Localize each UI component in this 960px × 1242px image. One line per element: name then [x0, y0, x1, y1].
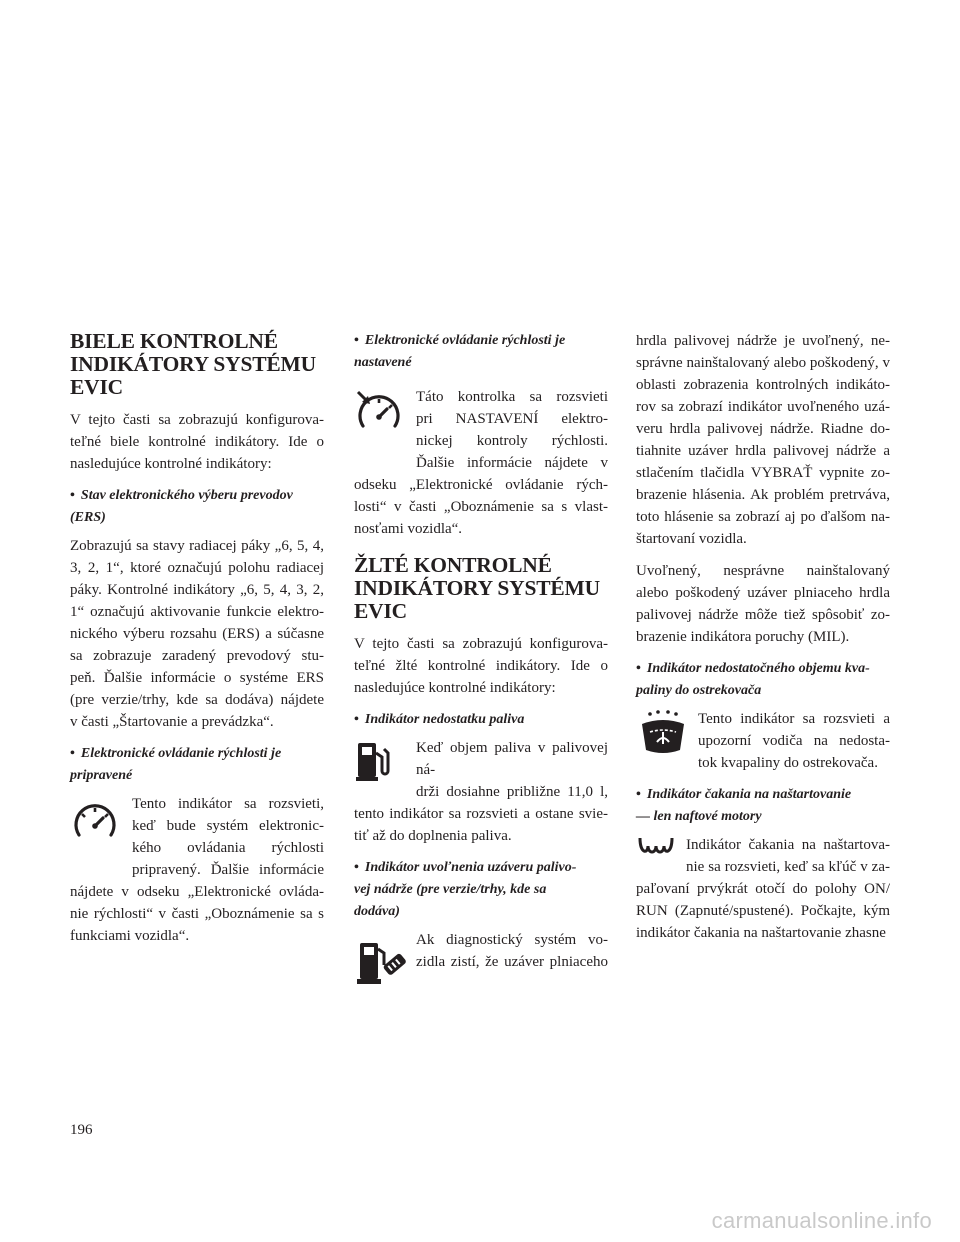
fuel-cap-icon [354, 935, 416, 989]
washer-fluid-paragraph: Tento indikátor sa rozsvieti a upozorní vodiča na nedosta- tok kvapaliny do ostrekovača. [636, 708, 890, 774]
column-2 [354, 330, 608, 983]
speedometer-set-icon [354, 388, 416, 442]
cruise-set-paragraph: Táto kontrolka sa rozsvieti pri NASTAVENÍ elektro- nickej kontroly rýchlosti. Ďalšie informácie nájdete v odseku „Elektronické ovládanie rých- losti“ v časti „Oboznámenie sa s vlast- nosťami vozidla“. [354, 389, 608, 537]
fuel-pump-icon [354, 739, 416, 793]
loose-fuel-cap-paragraph: Ak diagnostický systém vo- zidla zistí, že uzáver plniaceho [354, 929, 608, 973]
bullet-cruise-set: • Elektronické ovládanie rýchlosti je nastavené [354, 333, 566, 370]
low-fuel-paragraph: Keď objem paliva v palivovej ná- drži dosiahne približne 11,0 l, tento indikátor sa rozsvieti a ostane svie- tiť až do doplnenia paliva. [354, 740, 608, 844]
bullet-washer-fluid: • Indikátor nedostatočného objemu kva- paliny do ostrekovača [636, 661, 870, 698]
glow-plug-icon [636, 836, 698, 866]
bullet-ers: • Stav elektronického výberu prevodov (ERS) [70, 488, 293, 525]
washer-fluid-icon [636, 710, 698, 764]
bullet-cruise-ready: • Elektronické ovládanie rýchlosti je pripravené [70, 746, 282, 783]
page-number: 196 [70, 1122, 93, 1138]
intro-paragraph: V tejto časti sa zobrazujú konfigurova- teľné biele kontrolné indikátory. Ide o nasledujúce kontrolné indikátory: [70, 412, 324, 472]
fuel-cap-continued-paragraph: hrdla palivovej nádrže je uvoľnený, ne- správne nainštalovaný alebo poškodený, v oblasti zobrazenia kontrolných indikáto- rov sa zobrazí indikátor uvoľneného uzá- veru hrdla palivovej nádrže. Riadne do- tiahnite uzáver hrdla palivovej nádrže a stlačením tlačidla VYBRAŤ vypnite zo- brazenie hlásenia. Ak problém pretrváva, toto hlásenie sa zobrazí aj po ďalšom na- štartovaní vozidla. [636, 333, 890, 547]
bullet-loose-fuel-cap: • Indikátor uvoľnenia uzáveru palivo- vej nádrže (pre verzie/trhy, kde sa dodáva) [354, 860, 577, 919]
ers-paragraph: Zobrazujú sa stavy radiacej páky „6, 5, 4, 3, 2, 1“, ktoré označujú polohu radiacej páky. Kontrolné indikátory „6, 5, 4, 3, 2, 1“ označujú aktivovanie funkcie elektro- nického výberu rozsahu (ERS) a súčasne sa zobrazuje zaradený prevodový stu- peň. Ďalšie informácie o systéme ERS (pre verzie/trhy, kde sa dodáva) nájdete v časti „Štartovanie a prevádzka“. [70, 538, 324, 730]
section-heading-white-indicators: BIELE KONTROLNÉ INDIKÁTORY SYSTÉMU EVIC [70, 329, 316, 399]
mil-paragraph: Uvoľnený, nesprávne nainštalovaný alebo poškodený uzáver plniaceho hrdla palivovej nádrže môže tiež spôsobiť zo- brazenie indikátora poruchy (MIL). [636, 563, 890, 645]
intro-paragraph: V tejto časti sa zobrazujú konfigurova- teľné žlté kontrolné indikátory. Ide o nasledujúce kontrolné indikátory: [354, 636, 608, 696]
cruise-ready-paragraph: Tento indikátor sa rozsvieti, keď bude systém elektronic- kého ovládania rýchlosti pripravený. Ďalšie informácie nájdete v odseku „Elektronické ovláda- nie rýchlosti“ v časti „Oboznámenie sa s funkciami vozidla“. [70, 796, 324, 944]
glow-plug-paragraph: Indikátor čakania na naštartova- nie sa rozsvieti, keď sa kľúč v za- paľovaní prvýkrát otočí do polohy ON/ RUN (Zapnuté/spustené). Počkajte, kým indikátor čakania na naštartovanie zhasne [636, 837, 890, 941]
watermark: carmanualsonline.info [711, 1208, 932, 1233]
speedometer-icon [70, 797, 132, 851]
column-3 [636, 330, 890, 954]
column-1 [70, 330, 324, 957]
section-heading-yellow-indicators: ŽLTÉ KONTROLNÉ INDIKÁTORY SYSTÉMU EVIC [354, 553, 600, 623]
bullet-low-fuel: • Indikátor nedostatku paliva [354, 712, 525, 727]
bullet-glow-plug: • Indikátor čakania na naštartovanie — len naftové motory [636, 787, 852, 824]
